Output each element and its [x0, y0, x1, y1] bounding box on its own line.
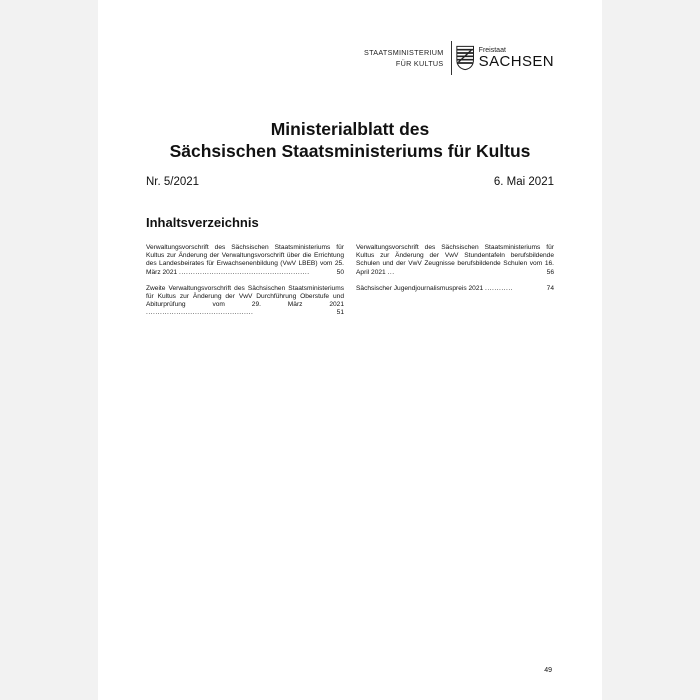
toc-entry-page: 51 — [336, 309, 344, 317]
state-small-label: Freistaat — [478, 47, 506, 54]
issue-number: Nr. 5/2021 — [146, 176, 200, 188]
page-title — [146, 118, 554, 162]
ministry-name-line1: STAATSMINISTERIUM — [364, 48, 444, 57]
saxony-coat-of-arms-icon — [456, 43, 474, 73]
state-big-label: SACHSEN — [478, 53, 554, 70]
ministry-name — [364, 47, 444, 69]
ministry-logo — [364, 40, 554, 76]
toc-leader-dots: ........................................................ — [179, 268, 310, 276]
document-page — [98, 0, 602, 700]
logo-divider — [451, 41, 452, 75]
title-line2: Sächsischen Staatsministeriums für Kultus — [169, 141, 531, 161]
toc-entry-page: 50 — [336, 268, 344, 276]
toc-column-right — [356, 244, 554, 301]
page-number: 49 — [544, 667, 552, 674]
toc-entry[interactable] — [356, 244, 554, 277]
toc-entry-page: 74 — [546, 284, 554, 292]
title-line1: Ministerialblatt des — [270, 119, 430, 139]
toc-column-left — [146, 244, 344, 326]
toc-leader-dots: .............................................. — [146, 309, 254, 317]
toc-entry[interactable] — [146, 244, 344, 277]
toc-heading: Inhaltsverzeichnis — [146, 215, 259, 230]
toc-entry-text: Verwaltungsvorschrift des Sächsischen Staatsministeriums für Kultus zur Änderung der Verwaltungsvorschrift über die Errichtung des Landesbeirates für Erwachsenenbildung (VwV LBEB) vom 25. März 2021 — [146, 244, 344, 276]
toc-entry[interactable] — [356, 285, 554, 293]
toc-entry[interactable] — [146, 285, 344, 318]
toc-entry-text: Zweite Verwaltungsvorschrift des Sächsischen Staatsministeriums für Kultus zur Änderung der VwV Durchführung Oberstufe und Abiturprüfung vom 29. März 2021 — [146, 284, 344, 309]
toc-entry-text: Sächsischer Jugendjournalismuspreis 2021 — [356, 284, 484, 292]
state-name — [479, 47, 554, 69]
toc-leader-dots: ... — [387, 268, 395, 276]
issue-date: 6. Mai 2021 — [493, 176, 554, 188]
toc-leader-dots: ............ — [485, 284, 514, 292]
toc-entry-page: 56 — [546, 268, 554, 276]
ministry-name-line2: FÜR KULTUS — [395, 59, 444, 68]
toc-entry-text: Verwaltungsvorschrift des Sächsischen Staatsministeriums für Kultus zur Änderung der VwV Stundentafeln berufsbildende Schulen und der VwV Zeugnisse berufsbildende Schulen vom 16. April 2021 — [356, 244, 554, 276]
